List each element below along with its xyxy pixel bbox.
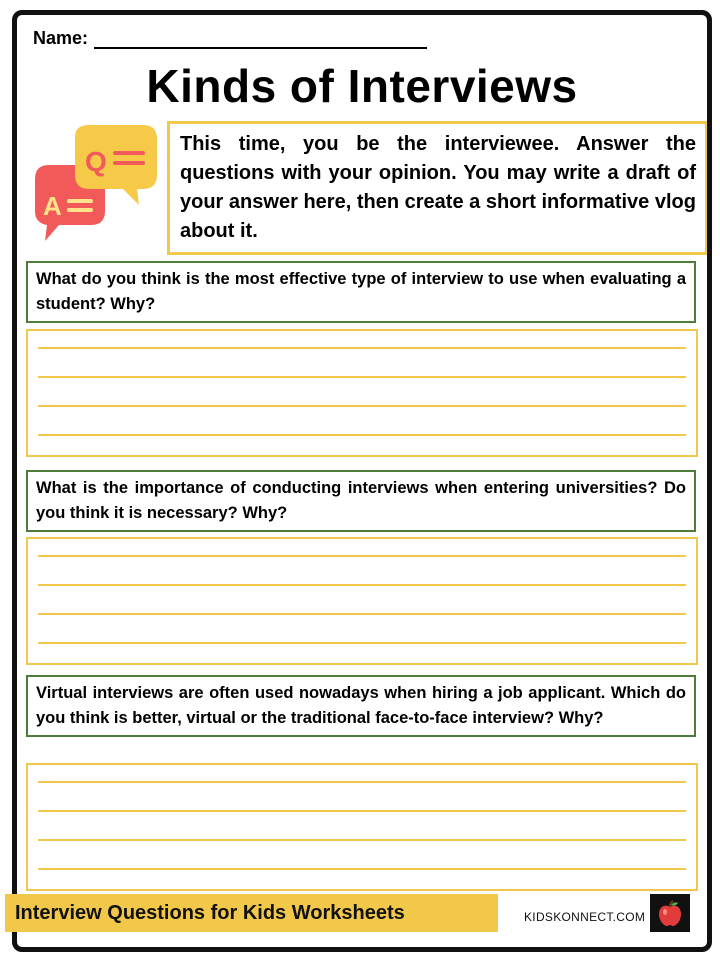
name-blank-line[interactable] [94, 31, 427, 49]
instructions-box [167, 121, 708, 255]
qa-chat-bubbles-icon [25, 119, 165, 259]
answer-line [38, 613, 686, 615]
question-box [26, 261, 696, 323]
instructions-text: This time, you be the interviewee. Answer the questions with your opinion. You may write a draft of your answer here, then create a short informative vlog about it. [180, 133, 696, 242]
footer-title-bar [5, 894, 498, 932]
page-title: Kinds of Interviews [146, 60, 578, 112]
svg-text:A: A [43, 191, 62, 221]
question-box [26, 675, 696, 737]
question-text: What do you think is the most effective type of interview to use when evaluating a student? Why? [36, 270, 686, 313]
question-text: What is the importance of conducting interviews when entering universities? Do you think it is necessary? Why? [36, 479, 686, 522]
answer-line [38, 434, 686, 436]
apple-icon [655, 898, 685, 928]
answer-area[interactable] [26, 537, 698, 665]
answer-line [38, 405, 686, 407]
answer-line [38, 868, 686, 870]
answer-line [38, 376, 686, 378]
answer-line [38, 555, 686, 557]
name-label: Name: [33, 28, 89, 48]
name-field [33, 25, 427, 49]
answer-line [38, 642, 686, 644]
answer-line [38, 584, 686, 586]
footer-site-name: KIDSKONNECT.COM [524, 910, 646, 924]
question-box [26, 470, 696, 532]
footer-title: Interview Questions for Kids Worksheets [15, 901, 405, 924]
answer-line [38, 781, 686, 783]
question-text: Virtual interviews are often used nowadays when hiring a job applicant. Which do you think is better, virtual or the traditional face-to-face interview? Why? [36, 684, 686, 727]
svg-text:Q: Q [85, 146, 107, 177]
answer-line [38, 839, 686, 841]
answer-area[interactable] [26, 329, 698, 457]
worksheet-frame [12, 10, 712, 952]
answer-area[interactable] [26, 763, 698, 891]
answer-line [38, 347, 686, 349]
brand-logo [650, 894, 690, 932]
answer-line [38, 810, 686, 812]
